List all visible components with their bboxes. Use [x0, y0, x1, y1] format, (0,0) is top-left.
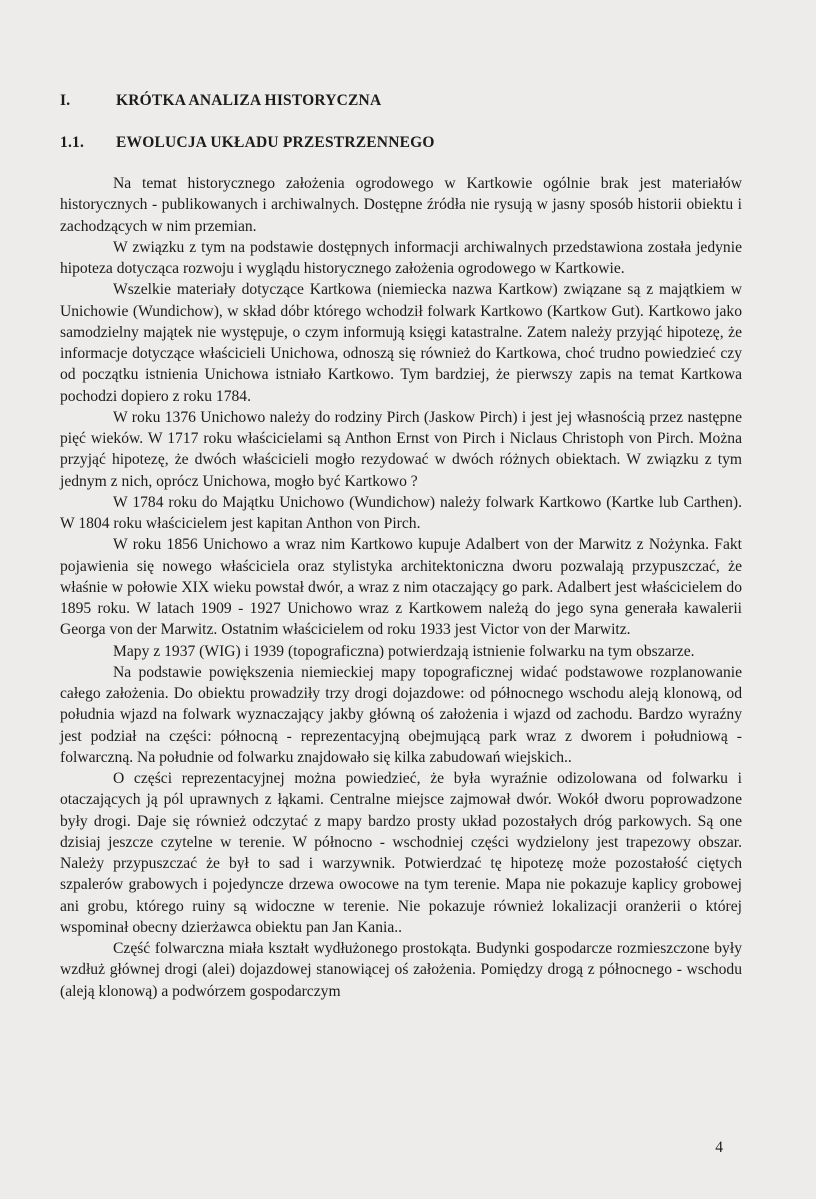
paragraph: W 1784 roku do Majątku Unichowo (Wundichow) należy folwark Kartkowo (Kartke lub Carthen). W 1804 roku właścicielem jest kapitan Anthon von Pirch.	[60, 493, 742, 532]
paragraph: Na temat historycznego założenia ogrodowego w Kartkowie ogólnie brak jest materiałów historycznych - publikowanych i archiwalnych. Dostępne źródła nie rysują w jasny sposób historii obiektu i zachodzących w nim przemian.	[60, 175, 742, 235]
body-text	[60, 173, 742, 1002]
chapter-number: I.	[60, 92, 71, 109]
chapter-title: KRÓTKA ANALIZA HISTORYCZNA	[116, 92, 382, 109]
section-number: 1.1.	[60, 134, 85, 151]
paragraph: Mapy z 1937 (WIG) i 1939 (topograficzna) potwierdzają istnienie folwarku na tym obszarze.	[113, 642, 695, 660]
section-heading	[60, 134, 435, 152]
section-title: EWOLUCJA UKŁADU PRZESTRZENNEGO	[116, 134, 435, 151]
paragraph: Część folwarczna miała kształt wydłużonego prostokąta. Budynki gospodarcze rozmieszczone były wzdłuż głównej drogi (alei) dojazdowej stanowiącej oś założenia. Pomiędzy drogą z północnego - wschodu (aleją klonową) a podwórzem gospodarczym	[60, 940, 742, 1000]
paragraph: Na podstawie powiększenia niemieckiej mapy topograficznej widać podstawowe rozplanowanie całego założenia. Do obiektu prowadziły trzy drogi dojazdowe: od północnego wschodu aleją klonową, od południa wjazd na folwark wyznaczający jakby główną oś założenia i wjazd od zachodu. Bardzo wyraźny jest podział na części: północną - reprezentacyjną obejmującą park wraz z dworem i południową - folwarczną. Na południe od folwarku znajdowało się kilka zabudowań wiejskich..	[60, 663, 742, 766]
paragraph: W związku z tym na podstawie dostępnych informacji archiwalnych przedstawiona została jedynie hipoteza dotycząca rozwoju i wyglądu historycznego założenia ogrodowego w Kartkowie.	[60, 238, 742, 277]
paragraph: O części reprezentacyjnej można powiedzieć, że była wyraźnie odizolowana od folwarku i otaczających ją pól uprawnych z łąkami. Centralne miejsce zajmował dwór. Wokół dworu poprowadzone były drogi. Daje się również odczytać z mapy bardzo prosty układ pozostałych dróg parkowych. Są one dzisiaj jeszcze czytelne w terenie. W północno - wschodniej części wydzielony jest trapezowy obszar. Należy przypuszczać że był to sad i warzywnik. Potwierdzać tę hipotezę może pozostałość ciętych szpalerów grabowych i pojedyncze drzewa owocowe na tym terenie. Mapa nie pokazuje kaplicy grobowej ani grobu, którego ruiny są widoczne w terenie. Nie pokazuje również lokalizacji oranżerii o której wspominał obecny dzierżawca obiektu pan Jan Kania..	[60, 770, 742, 936]
paragraph: W roku 1856 Unichowo a wraz nim Kartkowo kupuje Adalbert von der Marwitz z Nożynka. Fakt pojawienia się nowego właściciela oraz stylistyka architektoniczna dworu pozwalają przypuszczać, że właśnie w połowie XIX wieku powstał dwór, a wraz z nim otaczający go park. Adalbert jest właścicielem do 1895 roku. W latach 1909 - 1927 Unichowo wraz z Kartkowem należą do jego syna generała kawalerii Georga von der Marwitz. Ostatnim właścicielem od roku 1933 jest Victor von der Marwitz.	[60, 536, 742, 639]
chapter-heading	[60, 92, 381, 110]
paragraph: Wszelkie materiały dotyczące Kartkowa (niemiecka nazwa Kartkow) związane są z majątkiem w Unichowie (Wundichow), w skład dóbr którego wchodził folwark Kartkowo (Kartkow Gut). Kartkowo jako samodzielny majątek nie występuje, o czym informują księgi katastralne. Zatem należy przyjąć hipotezę, że informacje dotyczące właścicieli Unichowa, odnoszą się również do Kartkowa, choć trudno powiedzieć czy od początku istnienia Unichowa istniało Kartkowo. Tym bardziej, że pierwszy zapis na temat Kartkowa pochodzi dopiero z roku 1784.	[60, 281, 742, 405]
paragraph: W roku 1376 Unichowo należy do rodziny Pirch (Jaskow Pirch) i jest jej własnością przez następne pięć wieków. W 1717 roku właścicielami są Anthon Ernst von Pirch i Niclaus Christoph von Pirch. Można przyjąć hipotezę, że dwóch właścicieli mogło rezydować w dwóch różnych obiektach. W związku z tym jednym z nich, oprócz Unichowa, mogło być Kartkowo ?	[60, 408, 742, 490]
page-number: 4	[715, 1139, 723, 1156]
